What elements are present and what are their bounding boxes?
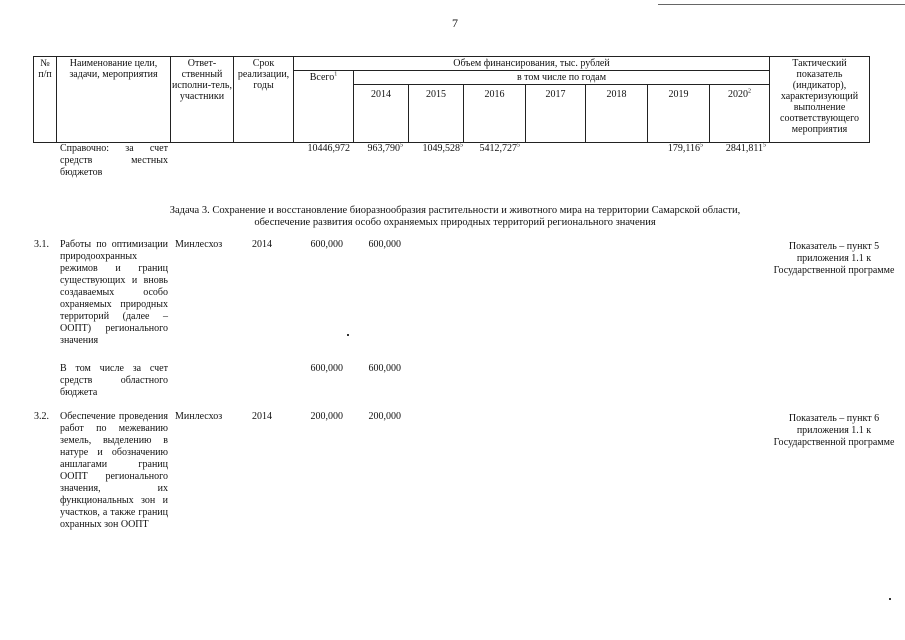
row-indicator: Показатель – пункт 5 приложения 1.1 к Государственной программе [773, 241, 895, 276]
task3-caption-line1: Задача 3. Сохранение и восстановление биоразнообразия растительности и животного мира на территории Самарской области, [169, 205, 741, 216]
header-year: 2019 [648, 85, 710, 143]
reference-total: 10446,972 [307, 143, 350, 154]
header-term: Срок реализации, годы [234, 57, 294, 143]
header-year: 2016 [464, 85, 526, 143]
header-year: 2018 [586, 85, 648, 143]
scan-speck [889, 598, 891, 600]
row-total: 600,000 [310, 363, 343, 374]
row-number: 3.1. [34, 239, 49, 250]
row-name: В том числе за счет средств областного бюджета [60, 363, 168, 398]
top-border-line [658, 4, 905, 5]
reference-2016: 5412,727$^5$ [479, 142, 520, 154]
header-funding: Объем финансирования, тыс. рублей [294, 57, 770, 71]
task3-caption-line2: обеспечение развития особо охраняемых природных территорий регионального значения [254, 217, 656, 228]
row-term: 2014 [252, 411, 272, 422]
header-year: 2017 [526, 85, 586, 143]
row-name: Обеспечение проведения работ по межеванию земель, выделению в натуре и обозначению аншлагами границ ООПТ регионального значения, их функциональных зон и участков, а также границ охранных зон ООПТ [60, 411, 168, 530]
header-total: Всего$^1$ [294, 71, 354, 143]
row-term: 2014 [252, 239, 272, 250]
row-indicator: Показатель – пункт 6 приложения 1.1 к Государственной программе [773, 413, 895, 448]
reference-2015: 1049,528$^5$ [422, 142, 463, 154]
header-year: 2014 [354, 85, 409, 143]
row-name: Работы по оптимизации природоохранных режимов и границ существующих и вновь создаваемых особо охраняемых природных территорий (далее – ООПТ) регионального значения [60, 239, 168, 346]
header-year: 2015 [409, 85, 464, 143]
row-total: 200,000 [310, 411, 343, 422]
header-name: Наименование цели, задачи, мероприятия [57, 57, 171, 143]
scan-speck [347, 334, 349, 336]
header-indicator: Тактический показатель (индикатор), характеризующий выполнение соответствующего мероприятия [770, 57, 870, 143]
row-2014: 600,000 [368, 363, 401, 374]
reference-2019: 179,116$^5$ [667, 142, 703, 154]
row-2014: 200,000 [368, 411, 401, 422]
row-responsible: Минлесхоз [175, 411, 223, 422]
row-number: 3.2. [34, 411, 49, 422]
funding-table-header [33, 56, 870, 143]
header-year: 2020$^2$ [710, 85, 770, 143]
row-responsible: Минлесхоз [175, 239, 223, 250]
reference-label: Справочно: за счет средств местных бюджетов [60, 143, 168, 178]
row-2014: 600,000 [368, 239, 401, 250]
header-responsible: Ответ-ственный исполни-тель, участники [171, 57, 234, 143]
header-by-years: в том числе по годам [354, 71, 770, 85]
page-number: 7 [452, 16, 458, 30]
header-num: № п/п [34, 57, 57, 143]
reference-2014: 963,790$^5$ [367, 142, 403, 154]
row-total: 600,000 [310, 239, 343, 250]
reference-2020: 2841,811$^5$ [725, 142, 766, 154]
